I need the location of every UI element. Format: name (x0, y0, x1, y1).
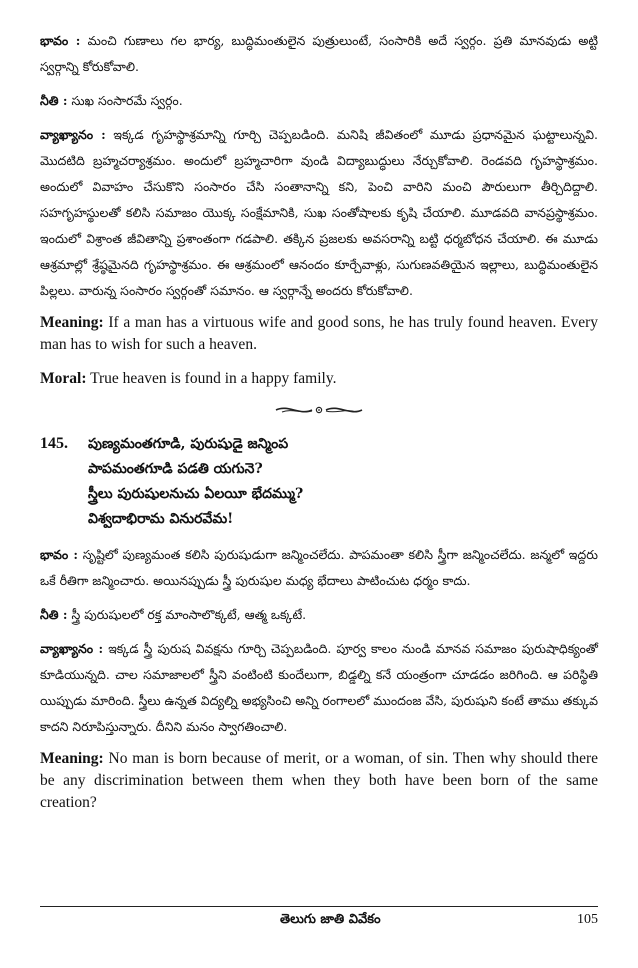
page-number: 105 (577, 912, 598, 927)
bhavam-label: భావం : (40, 33, 81, 48)
verse-145 (40, 432, 598, 532)
meaning-text: No man is born because of merit, or a woman, of sin. Then why should there be any discrimination between them when they both have been born of the same creation? (40, 750, 598, 811)
footer-divider (40, 906, 598, 907)
bhavam-label: భావం : (40, 547, 78, 562)
section2-vyakhyanam (40, 636, 598, 740)
meaning-label: Meaning: (40, 314, 104, 331)
section2-neeti (40, 602, 598, 628)
neeti-text: స్త్రీ పురుషులలో రక్త మాంసాలొక్కటే, ఆత్మ ఒక్కటే. (71, 607, 307, 622)
meaning-text: If a man has a virtuous wife and good sons, he has truly found heaven. Every man has to wish for such a heaven. (40, 314, 598, 353)
vyakhyanam-label: వ్యాఖ్యానం : (40, 127, 106, 142)
verse-lines (88, 432, 303, 532)
section1-meaning (40, 312, 598, 356)
section1-neeti (40, 88, 598, 114)
vyakhyanam-text: ఇక్కడ స్త్రీ పురుష వివక్షను గూర్చి చెప్పబడింది. పూర్వ కాలం నుండి మానవ సమాజం పురుషాధిక్యంతో కూడియున్నది. చాల సమాజాలలో స్త్రీని వంటింటి కుందేలుగా, బిడ్డల్ని కనే యంత్రంగా చూడడం జరిగింది. ఆ పరిస్థితి యిప్పుడు మారింది. స్త్రీలు ఉన్నత విద్యల్ని అభ్యసించి అన్ని రంగాలలో ముందంజ వేసి, పురుషుని కంటే తాము తక్కువ కాదని నిరూపిస్తున్నారు. దీనిని మనం స్వాగతించాలి. (40, 641, 599, 734)
section2-bhavam (40, 542, 598, 594)
section1-moral (40, 368, 598, 390)
neeti-label: నీతి : (40, 607, 68, 622)
verse-line: విశ్వదాభిరామ వినురవేమ! (88, 511, 234, 527)
flourish-divider-icon (40, 402, 598, 416)
verse-line: పాపమంతగూడి పడతి యగునె? (88, 461, 263, 477)
verse-line: స్త్రీలు పురుషులనుచు ఏలయీ భేదమ్ము? (88, 486, 304, 502)
vyakhyanam-label: వ్యాఖ్యానం : (40, 641, 104, 656)
section2-meaning (40, 748, 598, 814)
moral-label: Moral: (40, 370, 87, 387)
footer-book-title: తెలుగు జాతి వివేకం (280, 912, 381, 927)
meaning-label: Meaning: (40, 750, 104, 767)
page-body (40, 28, 598, 826)
neeti-text: సుఖ సంసారమే స్వర్గం. (71, 93, 183, 108)
vyakhyanam-text: ఇక్కడ గృహస్థాశ్రమాన్ని గూర్చి చెప్పబడింది. మనిషి జీవితంలో మూడు ప్రధానమైన ఘట్టాలున్నవి. మొదటిది బ్రహ్మచర్యాశ్రమం. అందులో బ్రహ్మచారిగా వుండి విద్యాబుద్ధులు నేర్చుకోవాలి. రెండవది గృహస్థాశ్రమం. అందులో వివాహం చేసుకొని సంసారం చేసి సంతానాన్ని కని, పెంచి వారిని మంచి పౌరులుగా తీర్చిదిద్దాలి. సహగృహస్థులతో కలిసి సమాజం యొక్క సంక్షేమానికి, సుఖ సంతోషాలకు కృషి చేయాలి. మూడవది వానప్రస్థాశ్రమం. ఇందులో విశ్రాంత జీవితాన్ని ప్రశాంతంగా గడపాలి. తక్కిన ప్రజలకు అవసరాన్ని బట్టి ధర్మబోధన చేయాలి. ఈ మూడు ఆశ్రమాల్లో శ్రేష్ఠమైనది గృహస్థాశ్రమం. ఈ ఆశ్రమంలో ఆనందం కూర్చేవాళ్లు, సుగుణవతియైన ఇల్లాలు, బుద్ధిమంతులైన పిల్లలు. వారున్న సంసారం స్వర్గంతో సమానం. ఆ స్వర్గాన్నే అందరు కోరుకోవాలి. (40, 127, 598, 298)
bhavam-text: మంచి గుణాలు గల భార్య, బుద్ధిమంతులైన పుత్రులుంటే, సంసారికి అదే స్వర్గం. ప్రతి మానవుడు అట్టి స్వర్గాన్ని కోరుకోవాలి. (40, 33, 598, 74)
neeti-label: నీతి : (40, 93, 68, 108)
moral-text: True heaven is found in a happy family. (90, 370, 337, 387)
verse-number: 145. (40, 435, 68, 452)
section1-vyakhyanam (40, 122, 598, 304)
bhavam-text: సృష్టిలో పుణ్యమంత కలిసి పురుషుడుగా జన్మించలేదు. పాపమంతా కలిసి స్త్రీగా జన్మించలేదు. జన్మలో ఇద్దరు ఒకే రీతిగా జన్మించారు. అయినప్పుడు స్త్రీ పురుషుల మధ్య భేదాలు పాటించుట ధర్మం కాదు. (40, 547, 598, 588)
verse-line: పుణ్యమంతగూడి, పురుషుడై జన్మింప (88, 436, 289, 452)
section1-bhavam (40, 28, 598, 80)
